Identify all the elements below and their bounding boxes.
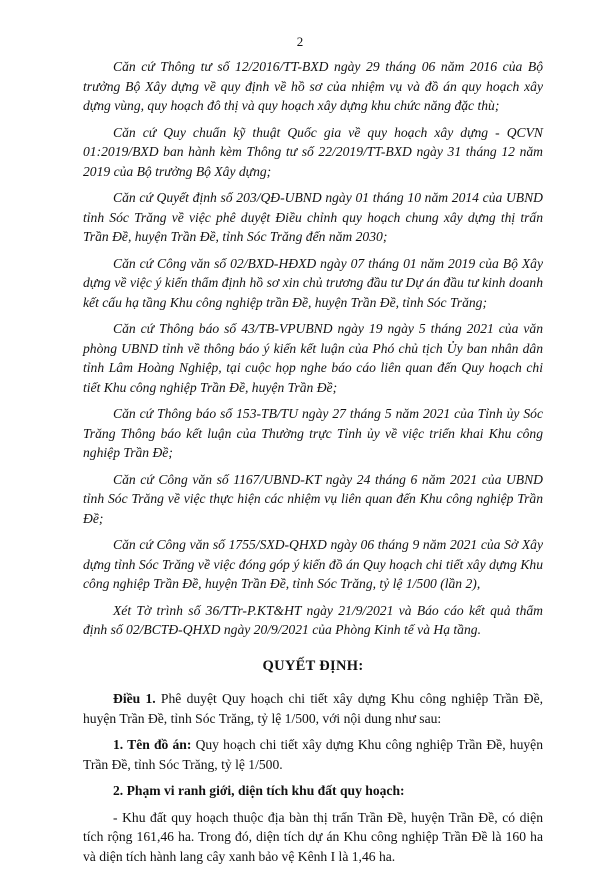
preamble-clause: Căn cứ Quy chuẩn kỹ thuật Quốc gia về quy hoạch xây dựng - QCVN 01:2019/BXD ban hành kèm Thông tư số 22/2019/TT-BXD ngày 31 tháng 12 năm 2019 của Bộ trưởng Bộ Xây dựng; — [83, 124, 543, 179]
preamble-clause: Xét Tờ trình số 36/TTr-P.KT&HT ngày 21/9/2021 và Báo cáo kết quả thẩm định số 02/BCTĐ-QHXD ngày 20/9/2021 của Phòng Kinh tế và Hạ tầng. — [83, 602, 543, 637]
preamble-clause: Căn cứ Thông báo số 153-TB/TU ngày 27 tháng 5 năm 2021 của Tỉnh ủy Sóc Trăng Thông báo kết luận của Thường trực Tỉnh ủy về việc triển khai Khu công nghiệp Trần Đề; — [83, 406, 543, 460]
article-1-text: Phê duyệt Quy hoạch chi tiết xây dựng Khu công nghiệp Trần Đề, huyện Trần Đề, tỉnh Sóc Trăng, tỷ lệ 1/500, với nội dung như sau: — [83, 691, 544, 726]
article-1-label: Điều 1. — [113, 691, 156, 706]
document-body — [83, 57, 543, 873]
article-1 — [83, 689, 543, 728]
preamble-clause: Căn cứ Thông báo số 43/TB-VPUBND ngày 19 ngày 5 tháng 2021 của văn phòng UBND tỉnh về thông báo ý kiến kết luận của Phó chủ tịch Ủy ban nhân dân tỉnh Lâm Hoàng Nghiệp, tại cuộc họp nghe báo cáo liên quan đến Quy hoạch chi tiết Khu công nghiệp Trần Đề, huyện Trần Đề; — [83, 321, 543, 395]
item-2 — [83, 781, 543, 801]
item-2-bullet: - Khu đất quy hoạch thuộc địa bàn thị trấn Trần Đề, huyện Trần Đề, có diện tích rộng 161,46 ha. Trong đó, diện tích dự án Khu công nghiệp Trần Đề là 160 ha và diện tích hành lang cây xanh bảo vệ Kênh I là 1,46 ha. — [83, 809, 543, 864]
item-1-text: Quy hoạch chi tiết xây dựng Khu công nghiệp Trần Đề, huyện Trần Đề, tỉnh Sóc Trăng, tỷ lệ 1/500. — [83, 737, 543, 772]
preamble-clause: Căn cứ Thông tư số 12/2016/TT-BXD ngày 29 tháng 06 năm 2016 của Bộ trưởng Bộ Xây dựng về quy định về hồ sơ của nhiệm vụ và đồ án quy hoạch xây dựng vùng, quy hoạch đô thị và quy hoạch xây dựng khu chức năng đặc thù; — [83, 59, 543, 113]
item-2-label: 2. Phạm vi ranh giới, diện tích khu đất quy hoạch: — [113, 783, 405, 798]
item-1 — [83, 735, 543, 774]
preamble-clause: Căn cứ Công văn số 02/BXD-HĐXD ngày 07 tháng 01 năm 2019 của Bộ Xây dựng về việc ý kiến thẩm định hồ sơ xin chủ trương đầu tư Dự án đầu tư kinh doanh kết cấu hạ tầng Khu công nghiệp trần Đề, huyện Trần Đề, tỉnh Sóc Trăng; — [83, 255, 543, 310]
preamble-clause: Căn cứ Quyết định số 203/QĐ-UBND ngày 01 tháng 10 năm 2014 của UBND tỉnh Sóc Trăng về việc phê duyệt Điều chỉnh quy hoạch chung xây dựng thị trấn Trần Đề, huyện Trần Đề, tỉnh Sóc Trăng đến năm 2030; — [83, 190, 543, 244]
page-number: 2 — [296, 34, 304, 49]
preamble-clause: Căn cứ Công văn số 1167/UBND-KT ngày 24 tháng 6 năm 2021 của UBND tỉnh Sóc Trăng về việc thực hiện các nhiệm vụ liên quan đến Khu công nghiệp Trần Đề; — [83, 471, 543, 526]
preamble-clause: Căn cứ Công văn số 1755/SXD-QHXD ngày 06 tháng 9 năm 2021 của Sở Xây dựng tỉnh Sóc Trăng về việc đóng góp ý kiến đồ án Quy hoạch chi tiết xây dựng Khu công nghiệp Trần Đề, huyện Trần Đề, tỉnh Sóc Trăng, tỷ lệ 1/500 (lần 2), — [83, 537, 543, 591]
item-1-label: 1. Tên đồ án: — [113, 737, 192, 752]
decision-heading: QUYẾT ĐỊNH: — [262, 657, 364, 674]
